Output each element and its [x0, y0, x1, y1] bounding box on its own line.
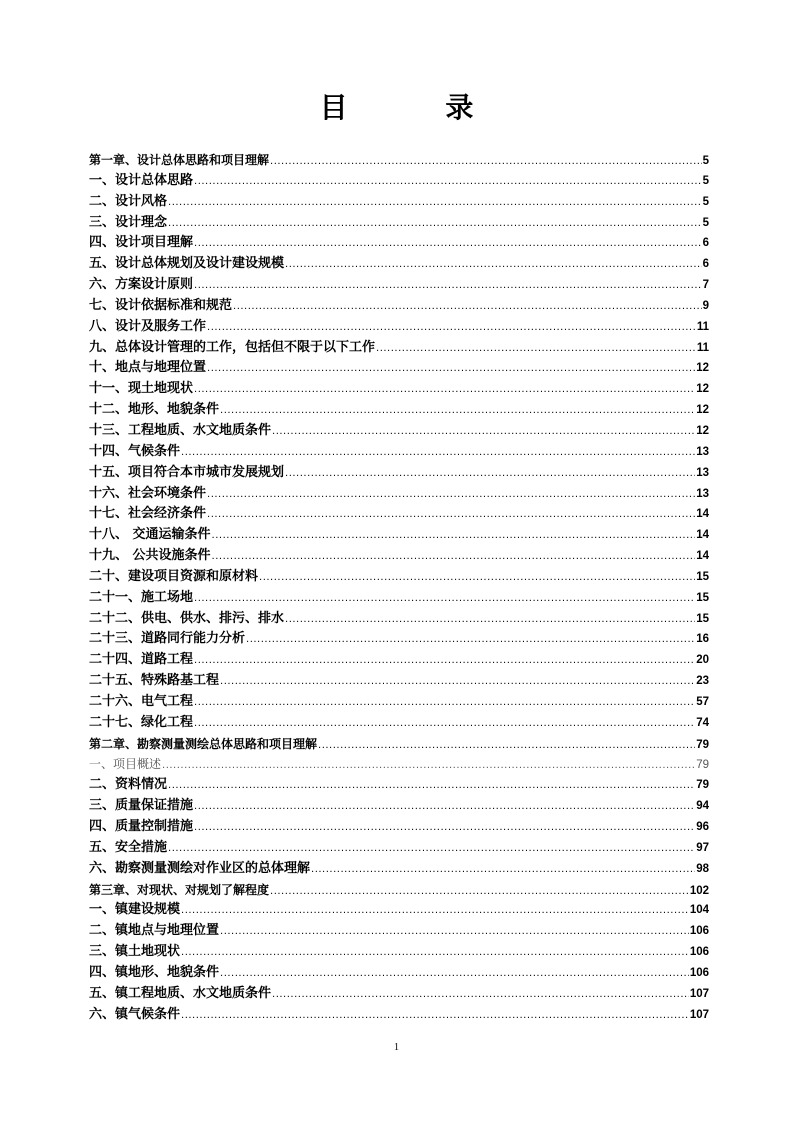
- toc-leader-dots: [259, 568, 695, 589]
- toc-entry[interactable]: [89, 338, 709, 359]
- toc-entry[interactable]: [89, 254, 709, 275]
- toc-entry[interactable]: [89, 317, 709, 338]
- toc-entry-page-number: 23: [696, 675, 709, 688]
- toc-entry-label: 七、设计依据标准和规范: [89, 297, 233, 313]
- toc-entry-page-number: 79: [696, 779, 709, 792]
- toc-entry-page-number: 57: [696, 695, 709, 708]
- toc-entry[interactable]: [89, 817, 709, 838]
- toc-entry-page-number: 104: [689, 904, 709, 917]
- toc-entry-page-number: 5: [702, 174, 709, 187]
- toc-leader-dots: [285, 610, 695, 631]
- toc-entry-page-number: 12: [696, 362, 709, 375]
- toc-entry[interactable]: [89, 1005, 709, 1026]
- toc-entry-label: 十三、工程地质、水文地质条件: [89, 422, 272, 438]
- toc-leader-dots: [194, 797, 695, 818]
- toc-leader-dots: [212, 547, 696, 568]
- toc-entry[interactable]: [89, 692, 709, 713]
- toc-entry-label: 八、设计及服务工作: [89, 318, 207, 334]
- toc-entry[interactable]: [89, 400, 709, 421]
- toc-entry-label: 十、地点与地理位置: [89, 360, 207, 376]
- toc-entry[interactable]: [89, 900, 709, 921]
- toc-entry-page-number: 13: [696, 487, 709, 500]
- toc-entry[interactable]: [89, 171, 709, 192]
- toc-entry-page-number: 5: [702, 155, 709, 167]
- toc-leader-dots: [285, 464, 695, 485]
- toc-entry[interactable]: [89, 463, 709, 484]
- toc-entry[interactable]: [89, 796, 709, 817]
- toc-entry-label: 六、镇气候条件: [89, 1006, 181, 1022]
- toc-entry-label: 四、设计项目理解: [89, 235, 194, 251]
- toc-entry-page-number: 74: [696, 716, 709, 729]
- toc-entry[interactable]: [89, 525, 709, 546]
- toc-leader-dots: [181, 943, 689, 964]
- toc-entry[interactable]: [89, 921, 709, 942]
- toc-entry[interactable]: [89, 546, 709, 567]
- toc-leader-dots: [168, 776, 695, 797]
- toc-entry[interactable]: [89, 275, 709, 296]
- toc-entry-label: 十二、地形、地貌条件: [89, 402, 220, 418]
- toc-entry-label: 五、设计总体规划及设计建设规模: [89, 256, 285, 272]
- toc-entry-label: 二、设计风格: [89, 193, 168, 209]
- toc-entry[interactable]: [89, 442, 709, 463]
- toc-entry[interactable]: [89, 213, 709, 234]
- toc-entry[interactable]: [89, 379, 709, 400]
- toc-entry-page-number: 102: [689, 884, 709, 897]
- toc-entry[interactable]: [89, 504, 709, 525]
- toc-entry-label: 六、方案设计原则: [89, 277, 194, 293]
- toc-leader-dots: [318, 736, 695, 757]
- toc-entry[interactable]: [89, 671, 709, 692]
- toc-entry[interactable]: [89, 421, 709, 442]
- toc-entry-page-number: 16: [696, 633, 709, 646]
- toc-entry-page-number: 79: [696, 738, 709, 751]
- toc-entry[interactable]: [89, 838, 709, 859]
- toc-entry-page-number: 13: [696, 466, 709, 479]
- toc-entry-label: 十五、项目符合本市城市发展规划: [89, 464, 285, 480]
- toc-leader-dots: [194, 589, 695, 610]
- toc-entry-page-number: 12: [696, 424, 709, 437]
- toc-leader-dots: [272, 985, 689, 1006]
- toc-entry-page-number: 11: [696, 341, 709, 354]
- toc-entry-label: 四、镇地形、地貌条件: [89, 964, 220, 980]
- toc-entry-label: 十七、社会经济条件: [89, 506, 207, 522]
- toc-entry-page-number: 98: [696, 862, 709, 875]
- toc-entry[interactable]: [89, 629, 709, 650]
- toc-entry-label: 六、勘察测量测绘对作业区的总体理解: [89, 860, 311, 876]
- toc-entry-label: 二十四、道路工程: [89, 652, 194, 668]
- toc-leader-dots: [207, 318, 696, 339]
- toc-entry-page-number: 94: [696, 800, 709, 813]
- page-title: 目 录: [319, 91, 518, 124]
- toc-entry-label: 一、设计总体思路: [89, 172, 194, 188]
- toc-entry[interactable]: [89, 963, 709, 984]
- toc-leader-dots: [194, 172, 702, 193]
- toc-entry-label: 一、项目概述: [89, 757, 162, 772]
- toc-entry-page-number: 107: [689, 987, 709, 1000]
- toc-entry-label: 二、镇地点与地理位置: [89, 923, 220, 939]
- toc-entry-page-number: 5: [702, 195, 709, 208]
- toc-entry[interactable]: [89, 859, 709, 880]
- toc-leader-dots: [207, 485, 695, 506]
- toc-leader-dots: [181, 443, 695, 464]
- toc-leader-dots: [220, 401, 695, 422]
- toc-entry[interactable]: [89, 192, 709, 213]
- toc-entry[interactable]: [89, 942, 709, 963]
- toc-entry-label: 第一章、设计总体思路和项目理解: [89, 153, 270, 167]
- toc-entry-page-number: 79: [696, 759, 709, 772]
- toc-leader-dots: [376, 339, 696, 360]
- toc-entry-label: 四、质量控制措施: [89, 819, 194, 834]
- toc-entry-label: 二十二、供电、供水、排污、排水: [89, 610, 285, 626]
- toc-entry-page-number: 14: [696, 508, 709, 521]
- toc-leader-dots: [162, 756, 695, 777]
- toc-leader-dots: [181, 901, 689, 922]
- toc-entry-label: 二十三、道路同行能力分析: [89, 631, 246, 647]
- toc-leader-dots: [194, 714, 695, 735]
- toc-entry[interactable]: [89, 296, 709, 317]
- toc-entry-label: 十八、 交通运输条件: [89, 527, 211, 543]
- toc-entry-label: 二、资料情况: [89, 777, 168, 793]
- toc-entry-label: 三、质量保证措施: [89, 798, 194, 814]
- toc-entry-label: 十六、社会环境条件: [89, 485, 207, 501]
- toc-leader-dots: [220, 922, 689, 943]
- toc-leader-dots: [246, 630, 695, 651]
- toc-entry-page-number: 13: [696, 445, 709, 458]
- toc-entry-page-number: 20: [696, 654, 709, 667]
- toc-entry-page-number: 6: [702, 258, 709, 271]
- toc-entry[interactable]: [89, 484, 709, 505]
- toc-entry-page-number: 106: [689, 946, 709, 959]
- toc-leader-dots: [285, 255, 702, 276]
- toc-entry-page-number: 9: [702, 299, 709, 312]
- toc-entry-label: 一、镇建设规模: [89, 902, 181, 918]
- toc-entry-label: 二十六、电气工程: [89, 693, 194, 709]
- toc-entry-page-number: 106: [689, 966, 709, 979]
- toc-entry-label: 五、镇工程地质、水文地质条件: [89, 985, 272, 1001]
- table-of-contents: [89, 150, 709, 1025]
- toc-entry-page-number: 14: [696, 550, 709, 563]
- toc-entry[interactable]: [89, 984, 709, 1005]
- toc-entry[interactable]: [89, 775, 709, 796]
- toc-entry-page-number: 96: [696, 821, 709, 833]
- toc-entry[interactable]: [89, 233, 709, 254]
- toc-entry[interactable]: [89, 567, 709, 588]
- toc-entry-label: 二十一、施工场地: [89, 589, 194, 605]
- toc-leader-dots: [220, 964, 689, 985]
- toc-entry[interactable]: [89, 754, 709, 775]
- toc-entry-page-number: 14: [696, 529, 709, 542]
- toc-entry[interactable]: [89, 734, 709, 755]
- toc-leader-dots: [194, 818, 695, 839]
- toc-entry[interactable]: [89, 650, 709, 671]
- toc-entry-label: 三、设计理念: [89, 214, 168, 230]
- toc-entry-page-number: 106: [689, 925, 709, 938]
- toc-leader-dots: [194, 380, 695, 401]
- toc-entry-label: 第三章、对现状、对规划了解程度: [89, 882, 270, 897]
- page-number: 1: [394, 1042, 399, 1053]
- toc-leader-dots: [212, 526, 696, 547]
- toc-entry-page-number: 7: [702, 279, 709, 292]
- toc-leader-dots: [194, 651, 695, 672]
- toc-entry-label: 二十五、特殊路基工程: [89, 673, 220, 689]
- toc-leader-dots: [272, 422, 695, 443]
- toc-leader-dots: [181, 1006, 689, 1027]
- toc-entry-page-number: 11: [696, 320, 709, 333]
- toc-leader-dots: [270, 152, 702, 173]
- toc-entry-label: 十九、 公共设施条件: [89, 548, 211, 564]
- toc-entry[interactable]: [89, 150, 709, 171]
- toc-entry-label: 第二章、勘察测量测绘总体思路和项目理解: [89, 736, 318, 751]
- toc-leader-dots: [168, 193, 702, 214]
- toc-entry-label: 九、总体设计管理的工作，包括但不限于以下工作: [89, 339, 376, 355]
- toc-entry-page-number: 97: [696, 841, 709, 854]
- toc-entry-page-number: 15: [696, 612, 709, 625]
- toc-entry-page-number: 12: [696, 383, 709, 396]
- toc-leader-dots: [207, 505, 695, 526]
- toc-leader-dots: [194, 276, 702, 297]
- toc-leader-dots: [168, 839, 695, 860]
- toc-entry-label: 十四、气候条件: [89, 443, 181, 459]
- toc-entry[interactable]: [89, 588, 709, 609]
- toc-entry-label: 十一、现土地现状: [89, 381, 194, 397]
- toc-leader-dots: [194, 234, 702, 255]
- toc-entry[interactable]: [89, 713, 709, 734]
- toc-entry[interactable]: [89, 880, 709, 901]
- toc-entry-page-number: 12: [696, 404, 709, 417]
- toc-entry[interactable]: [89, 358, 709, 379]
- toc-leader-dots: [194, 693, 695, 714]
- toc-leader-dots: [233, 297, 702, 318]
- toc-leader-dots: [311, 860, 695, 881]
- toc-entry-page-number: 107: [689, 1008, 709, 1021]
- toc-entry-page-number: 5: [702, 216, 709, 229]
- toc-entry-page-number: 15: [696, 591, 709, 604]
- toc-entry-label: 五、安全措施: [89, 839, 168, 855]
- toc-entry-label: 二十、建设项目资源和原材料: [89, 568, 259, 584]
- toc-entry-label: 三、镇土地现状: [89, 944, 181, 960]
- toc-leader-dots: [220, 672, 695, 693]
- toc-leader-dots: [168, 214, 702, 235]
- toc-entry[interactable]: [89, 609, 709, 630]
- toc-leader-dots: [270, 882, 689, 903]
- toc-entry-page-number: 15: [696, 570, 709, 583]
- toc-entry-page-number: 6: [702, 237, 709, 250]
- toc-leader-dots: [207, 359, 695, 380]
- toc-entry-label: 二十七、绿化工程: [89, 714, 194, 730]
